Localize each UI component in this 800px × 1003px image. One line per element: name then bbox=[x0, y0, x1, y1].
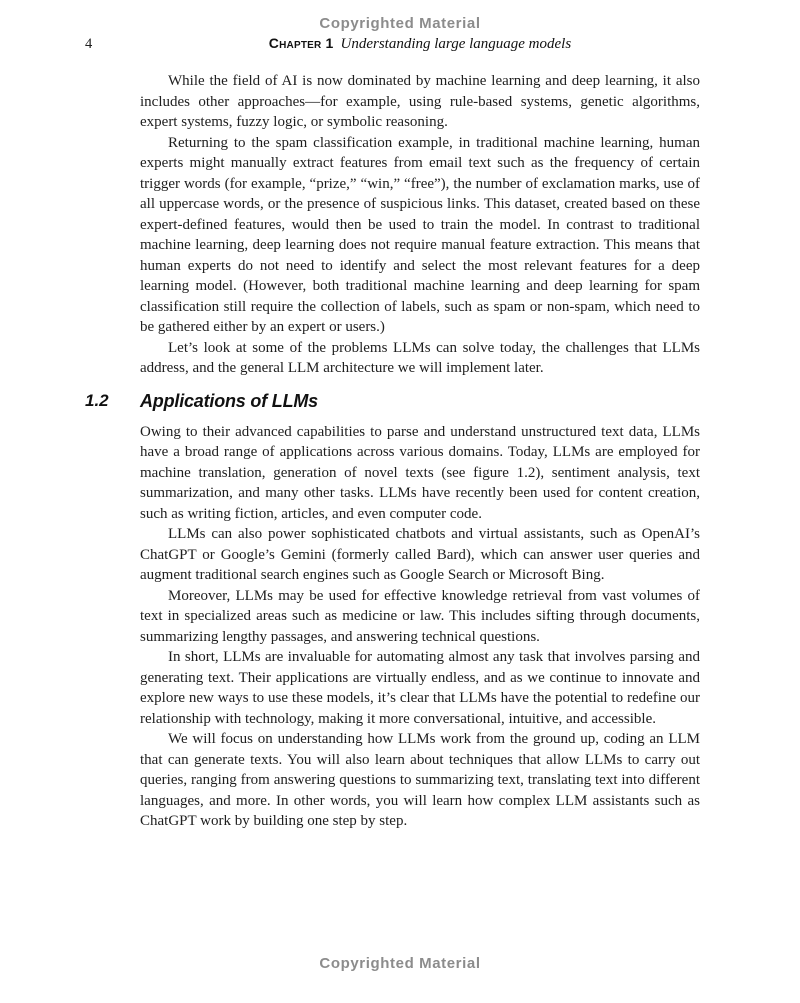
paragraph: LLMs can also power sophisticated chatbots and virtual assistants, such as OpenAI’s ChatGPT or Google’s Gemini (formerly called Bard), which can answer user queries and augment traditional search engines such as Google Search or Microsoft Bing. bbox=[140, 526, 700, 583]
section-title: Applications of LLMs bbox=[140, 390, 318, 411]
copyright-watermark-bottom: Copyrighted Material bbox=[319, 955, 481, 972]
paragraph: Returning to the spam classification example, in traditional machine learning, human experts might manually extract features from email text such as the frequency of certain trigger words (for example, “prize,” “win,” “free”), the number of exclamation marks, use of all uppercase words, or the presence of suspicious links. This dataset, created based on these expert-defined features, would then be used to train the model. In contrast to traditional machine learning, deep learning does not require manual feature extraction. This means that human experts do not need to identify and select the most relevant features for a deep learning model. (However, both traditional machine learning and deep learning for spam classification still require the collection of labels, such as spam or non-spam, which need to be gathered either by an expert or users.) bbox=[140, 134, 700, 335]
copyright-watermark-top: Copyrighted Material bbox=[319, 15, 481, 32]
paragraph: Moreover, LLMs may be used for effective knowledge retrieval from vast volumes of text in specialized areas such as medicine or law. This includes sifting through documents, summarizing lengthy passages, and answering technical questions. bbox=[140, 587, 700, 645]
paragraph: Owing to their advanced capabilities to parse and understand unstructured text data, LLMs have a broad range of applications across various domains. Today, LLMs are employed for machine translation, generation of novel texts (see figure 1.2), sentiment analysis, text summarization, and many other tasks. LLMs have recently been used for content creation, such as writing fiction, articles, and even computer code. bbox=[140, 423, 700, 522]
paragraph: Let’s look at some of the problems LLMs can solve today, the challenges that LLMs address, and the general LLM architecture we will implement later. bbox=[140, 339, 700, 376]
paragraph: In short, LLMs are invaluable for automating almost any task that involves parsing and generating text. Their applications are virtually endless, and as we continue to innovate and explore new ways to use these models, it’s clear that LLMs have the potential to redefine our relationship with technology, making it more conversational, intuitive, and accessible. bbox=[140, 649, 700, 727]
paragraph: While the field of AI is now dominated by machine learning and deep learning, it also includes other approaches—for example, using rule-based systems, genetic algorithms, expert systems, fuzzy logic, or symbolic reasoning. bbox=[140, 73, 700, 130]
running-head bbox=[140, 35, 700, 53]
section-heading bbox=[85, 390, 700, 415]
chapter-label: Chapter 1 bbox=[268, 35, 334, 51]
body-text-column bbox=[85, 71, 700, 832]
page-number: 4 bbox=[85, 36, 93, 52]
section-number: 1.2 bbox=[85, 390, 109, 410]
paragraph: We will focus on understanding how LLMs work from the ground up, coding an LLM that can generate texts. You will also learn about techniques that allow LLMs to carry out queries, ranging from answering questions to summarizing text, translating text into different languages, and more. In other words, you will learn how complex LLM assistants such as ChatGPT work by building one step by step. bbox=[140, 731, 700, 829]
chapter-title: Understanding large language models bbox=[340, 36, 572, 52]
